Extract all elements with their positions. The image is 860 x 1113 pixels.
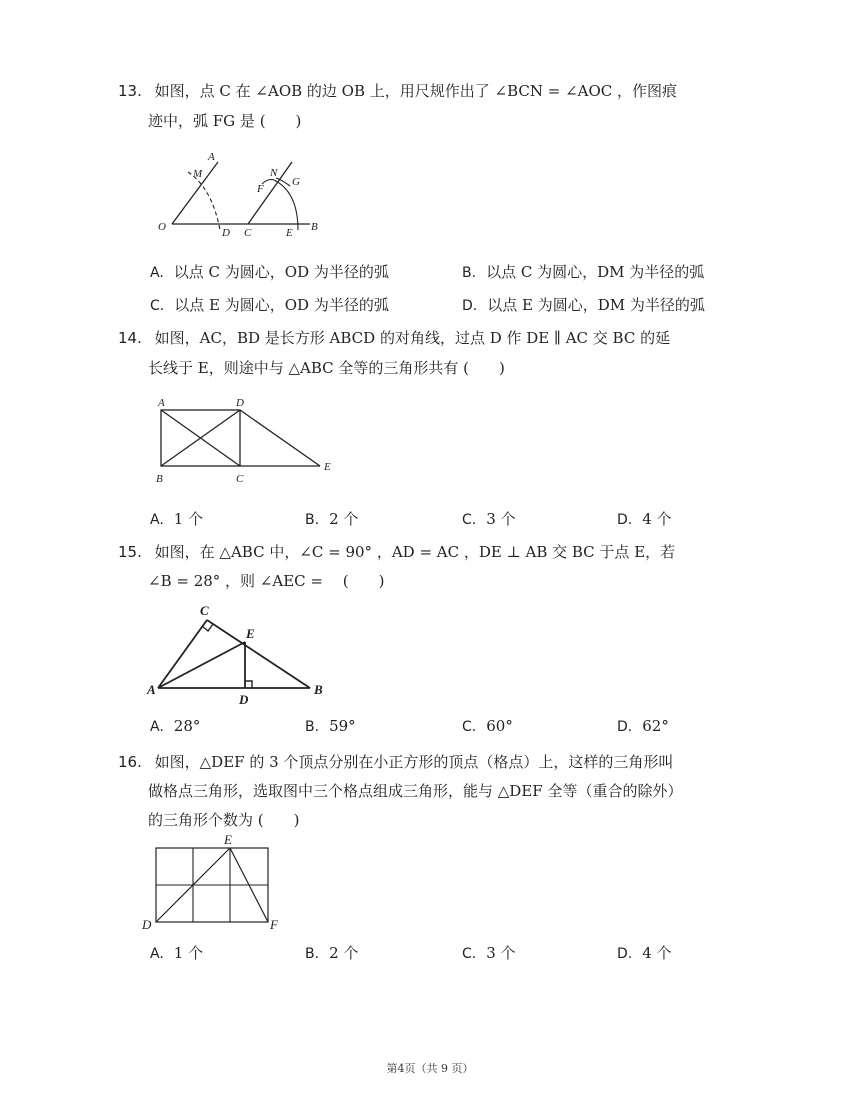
option-B[interactable]: B. 59° (305, 717, 356, 735)
label-C: C (200, 603, 209, 618)
question-text-line2: 长线于 E，则途中与 △ABC 全等的三角形共有 ( ) (148, 359, 505, 377)
label-G: G (292, 176, 300, 188)
option-A[interactable]: A. 以点 C 为圆心，OD 为半径的弧 (150, 263, 389, 281)
option-D[interactable]: D. 以点 E 为圆心，DM 为半径的弧 (462, 296, 705, 314)
label-F: F (270, 917, 278, 932)
label-F: F (257, 183, 264, 195)
label-D: D (142, 917, 152, 932)
question-text-line1: 如图，△DEF 的 3 个顶点分别在小正方形的顶点（格点）上，这样的三角形叫 (154, 753, 674, 771)
question-number: 16. (118, 753, 142, 771)
option-D[interactable]: D. 4 个 (617, 510, 672, 528)
option-A[interactable]: A. 1 个 (150, 944, 204, 962)
figure-13 (150, 148, 330, 240)
label-D: D (222, 227, 230, 239)
option-C[interactable]: C. 3 个 (462, 944, 516, 962)
option-D[interactable]: D. 4 个 (617, 944, 672, 962)
question-text-line2: 迹中，弧 FG 是 ( ) (148, 112, 302, 130)
question-text-line2: 做格点三角形，选取图中三个格点组成三角形，能与 △DEF 全等（重合的除外） (148, 782, 683, 800)
label-A: A (147, 682, 156, 697)
label-C: C (236, 473, 244, 485)
label-E: E (286, 227, 293, 239)
label-A: A (158, 397, 165, 409)
option-A[interactable]: A. 28° (150, 717, 201, 735)
option-B[interactable]: B. 2 个 (305, 510, 359, 528)
label-E: E (224, 832, 232, 847)
page-footer: 第4页（共 9 页） (386, 1062, 474, 1075)
figure-15 (145, 598, 340, 708)
option-A[interactable]: A. 1 个 (150, 510, 204, 528)
question-text-line1: 如图，在 △ABC 中，∠C = 90° ，AD = AC ，DE ⊥ AB 交 BC 于点 E，若 (154, 543, 676, 561)
label-B: B (311, 221, 318, 233)
question-number: 15. (118, 543, 142, 561)
label-B: B (156, 473, 163, 485)
label-N: N (270, 167, 278, 179)
option-B[interactable]: B. 2 个 (305, 944, 359, 962)
question-number: 14. (118, 329, 142, 347)
label-O: O (158, 221, 166, 233)
question-number: 13. (118, 82, 142, 100)
question-text-line1: 如图，AC，BD 是长方形 ABCD 的对角线，过点 D 作 DE ∥ AC 交 BC 的延 (154, 329, 671, 347)
option-D[interactable]: D. 62° (617, 717, 669, 735)
question-text-line1: 如图，点 C 在 ∠AOB 的边 OB 上，用尺规作出了 ∠BCN = ∠AOC ，作图痕 (154, 82, 678, 100)
option-B[interactable]: B. 以点 C 为圆心，DM 为半径的弧 (462, 263, 705, 281)
label-E: E (246, 626, 255, 641)
label-D: D (239, 692, 249, 707)
label-B: B (314, 682, 323, 697)
option-C[interactable]: C. 以点 E 为圆心，OD 为半径的弧 (150, 296, 389, 314)
label-D: D (236, 397, 244, 409)
label-M: M (193, 168, 203, 180)
option-C[interactable]: C. 3 个 (462, 510, 516, 528)
label-A: A (208, 151, 215, 163)
question-text-line3: 的三角形个数为 ( ) (148, 811, 300, 829)
question-text-line2: ∠B = 28° ，则 ∠AEC = ( ) (148, 572, 385, 590)
figure-14 (150, 395, 340, 487)
figure-16 (140, 830, 290, 934)
option-C[interactable]: C. 60° (462, 717, 513, 735)
label-C: C (244, 227, 252, 239)
label-E: E (324, 461, 331, 473)
